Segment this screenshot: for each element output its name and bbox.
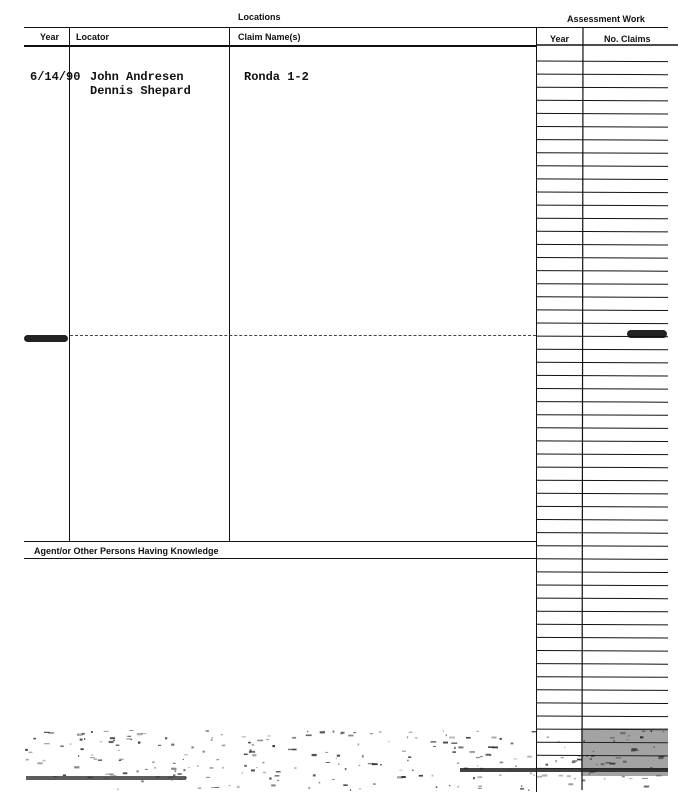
scan-speck	[473, 777, 475, 779]
scan-speck	[336, 758, 337, 760]
scan-speck	[415, 737, 417, 739]
scan-speck	[626, 739, 629, 740]
scan-speck	[372, 763, 378, 765]
scan-speck	[104, 731, 109, 732]
scan-speck	[590, 758, 592, 760]
scan-speck	[500, 762, 504, 764]
scan-speck	[353, 732, 356, 733]
scan-speck	[266, 739, 269, 740]
scan-speck	[533, 774, 534, 776]
scan-speck	[80, 739, 83, 741]
scan-speck	[306, 735, 312, 737]
locations-heading: Locations	[238, 12, 281, 22]
scan-speck	[454, 747, 456, 749]
scan-speck	[171, 744, 174, 746]
scan-speck	[77, 734, 82, 736]
scan-speck	[33, 738, 36, 740]
scan-speck	[116, 745, 120, 746]
scan-speck	[326, 762, 330, 763]
scan-speck	[197, 766, 198, 767]
scan-speck	[572, 760, 577, 761]
record-date: 6/14/90	[30, 70, 81, 84]
scan-speck	[292, 737, 296, 739]
scan-speck	[604, 778, 605, 780]
scan-speck	[379, 731, 382, 732]
scan-speck	[211, 787, 216, 788]
scan-speck	[492, 737, 497, 739]
scan-speck	[136, 770, 139, 772]
scan-speck	[528, 790, 530, 792]
scan-speck	[252, 744, 255, 746]
scan-speck	[109, 741, 114, 743]
aw-year-column-header: Year	[550, 34, 570, 44]
scan-speck	[127, 738, 132, 740]
scan-speck	[154, 767, 156, 768]
scan-speck	[480, 756, 482, 757]
scan-speck	[359, 765, 361, 766]
scan-speck	[446, 735, 447, 737]
scan-speck	[244, 765, 247, 767]
scan-speck	[294, 767, 296, 769]
scan-speck	[188, 767, 190, 768]
scan-speck	[358, 743, 360, 745]
scan-speck	[63, 775, 66, 777]
scan-speck	[654, 746, 655, 748]
scan-speck	[373, 783, 375, 785]
scan-speck	[511, 743, 514, 745]
scan-speck	[60, 745, 64, 747]
scan-speck	[319, 782, 321, 784]
scan-speck	[449, 785, 451, 786]
scan-speck	[478, 788, 482, 789]
scan-speck	[29, 752, 33, 754]
scan-speck	[257, 740, 263, 742]
scan-speck	[567, 775, 571, 777]
scan-speck	[514, 759, 518, 760]
scan-speck	[470, 751, 475, 753]
scan-speck	[229, 785, 231, 786]
scan-speck	[584, 740, 585, 742]
scan-speck	[25, 749, 28, 751]
scan-speck	[215, 787, 219, 788]
scan-speck	[574, 778, 575, 779]
scan-speck	[332, 779, 334, 780]
scan-speck	[350, 789, 351, 791]
scan-speck	[203, 751, 205, 753]
scan-speck	[419, 775, 423, 777]
scan-speck	[337, 755, 340, 757]
scan-speck	[217, 759, 220, 760]
scan-speck	[362, 755, 364, 757]
scan-speck	[145, 769, 147, 770]
scan-speck	[408, 756, 411, 758]
claim-names-column-header: Claim Name(s)	[238, 32, 301, 42]
scan-speck	[275, 775, 280, 777]
scan-speck	[601, 763, 605, 765]
scan-speck	[48, 732, 54, 734]
scan-speck	[515, 766, 517, 767]
scan-speck	[412, 770, 414, 771]
scan-speck	[610, 737, 615, 739]
scan-speck	[530, 773, 532, 775]
scan-speck	[43, 760, 46, 762]
scan-speck	[267, 735, 271, 736]
scan-speck	[113, 775, 116, 776]
aw-no-claims-column-header: No. Claims	[604, 34, 651, 44]
scan-speck	[312, 754, 317, 756]
scan-speck	[338, 764, 340, 765]
scan-speck	[37, 762, 42, 764]
scan-speck	[478, 776, 483, 778]
scan-speck	[183, 769, 185, 771]
scan-speck	[476, 757, 481, 758]
scan-speck	[269, 778, 271, 780]
scan-speck	[488, 746, 494, 748]
scan-speck	[113, 740, 115, 741]
scan-speck	[561, 757, 564, 758]
scan-speck	[248, 742, 251, 744]
scan-speck	[129, 730, 133, 731]
scan-speck	[333, 731, 335, 733]
scan-speck	[78, 755, 79, 757]
scan-speck	[559, 775, 563, 777]
scan-speck	[212, 737, 214, 738]
scan-speck	[276, 771, 281, 772]
scan-speck	[521, 785, 522, 787]
scan-speck	[174, 770, 176, 772]
scan-speck	[593, 751, 595, 752]
scan-speck	[178, 773, 182, 774]
scan-speck	[407, 736, 408, 738]
scan-speck	[596, 764, 597, 765]
scan-speck	[452, 751, 456, 753]
scan-speck	[589, 773, 590, 774]
scan-speck	[343, 784, 347, 786]
scan-speck	[479, 786, 482, 787]
scan-speck	[500, 738, 502, 740]
scan-speck	[141, 733, 146, 734]
scan-speck	[263, 772, 266, 773]
scan-speck	[433, 746, 436, 747]
scan-speck	[119, 760, 121, 761]
scan-speck	[152, 762, 155, 763]
scan-speck	[171, 768, 176, 770]
scan-speck	[307, 731, 308, 732]
scan-speck	[359, 788, 361, 789]
scan-speck	[110, 773, 114, 775]
scan-speck	[532, 731, 537, 732]
scan-speck	[118, 750, 120, 751]
scan-speck	[198, 788, 201, 789]
scan-speck	[629, 778, 632, 779]
scan-speck	[206, 730, 209, 732]
scan-speck	[632, 748, 637, 750]
scan-speck	[183, 759, 184, 760]
agent-heading: Agent/or Other Persons Having Knowledge	[34, 546, 219, 556]
scan-speck	[642, 778, 648, 779]
scan-speck	[628, 735, 631, 736]
scan-speck	[325, 752, 328, 753]
scan-speck	[644, 786, 649, 788]
scan-speck	[320, 731, 325, 733]
scan-speck	[84, 738, 85, 740]
scan-speck	[542, 774, 548, 776]
scan-speck	[388, 741, 389, 742]
scan-speck	[341, 732, 345, 734]
scan-speck	[256, 767, 257, 768]
scan-speck	[620, 732, 625, 734]
scan-speck	[622, 776, 625, 778]
year-column-header: Year	[40, 32, 60, 42]
scan-speck	[70, 743, 72, 745]
scan-speck	[370, 733, 373, 734]
scan-speck	[431, 741, 437, 742]
scan-speck	[443, 731, 444, 732]
scan-speck	[659, 756, 665, 758]
scan-speck	[582, 756, 583, 758]
scan-speck	[546, 764, 549, 766]
scan-speck	[271, 784, 276, 786]
scan-speck	[210, 767, 214, 769]
scan-speck	[568, 783, 573, 785]
scan-streak-right	[460, 768, 668, 772]
scan-speck	[572, 762, 576, 763]
scan-speck	[138, 742, 140, 744]
scan-speck	[613, 740, 615, 742]
scan-speck	[458, 746, 463, 748]
scan-speck	[206, 777, 210, 778]
scan-speck	[489, 755, 491, 756]
scan-speck	[81, 748, 84, 750]
scan-speck	[91, 754, 93, 755]
scan-speck	[345, 768, 347, 770]
scan-speck	[520, 788, 524, 790]
scan-speck	[74, 766, 79, 768]
scan-speck	[110, 737, 115, 739]
scan-speck	[457, 763, 459, 764]
scan-speck	[658, 757, 663, 759]
scan-speck	[578, 756, 581, 757]
scan-speck	[277, 780, 279, 781]
scan-speck	[308, 787, 310, 788]
scan-speck	[141, 780, 144, 782]
scan-speck	[558, 741, 560, 743]
scan-speck	[449, 737, 455, 739]
scan-speck	[591, 755, 595, 757]
scan-speck	[616, 757, 621, 759]
scan-speck	[457, 786, 459, 788]
scan-speck	[242, 736, 246, 737]
scan-speck	[451, 743, 457, 744]
scan-speck	[642, 731, 645, 733]
scan-speck	[272, 745, 275, 747]
scan-speck	[663, 731, 664, 732]
scan-speck	[158, 745, 161, 746]
scan-speck	[380, 764, 382, 765]
scan-speck	[432, 775, 434, 777]
scan-speck	[399, 770, 403, 771]
scan-speck	[117, 788, 118, 790]
scan-speck	[547, 737, 550, 738]
scan-speck	[249, 751, 255, 753]
scan-speck	[191, 746, 193, 748]
scan-speck	[443, 742, 448, 744]
scan-speck	[262, 762, 264, 764]
record-claim-name: Ronda 1-2	[244, 70, 309, 84]
scan-speck	[409, 732, 413, 733]
scan-speck	[184, 754, 188, 755]
scan-speck	[477, 731, 479, 732]
scan-speck	[555, 760, 557, 762]
scan-speck	[251, 770, 255, 772]
scan-speck	[252, 754, 256, 756]
scan-speck	[313, 774, 316, 776]
assessment-work-heading: Assessment Work	[567, 14, 645, 24]
scan-speck	[98, 759, 102, 761]
scan-speck	[221, 734, 222, 735]
scan-speck	[656, 775, 662, 777]
scan-speck	[127, 736, 131, 737]
scan-speck	[211, 739, 213, 740]
scan-speck	[564, 747, 565, 748]
scan-speck	[640, 736, 643, 738]
scan-speck	[401, 776, 406, 778]
scan-speck	[94, 759, 97, 760]
scan-speck	[242, 772, 243, 774]
scan-speck	[436, 786, 437, 788]
scan-speck	[90, 757, 95, 758]
scan-speck	[44, 743, 50, 744]
scan-speck	[237, 786, 240, 788]
scan-speck	[499, 775, 501, 776]
scan-speck	[348, 735, 353, 737]
scan-speck	[466, 737, 471, 739]
scan-speck	[244, 754, 248, 755]
scan-speck	[605, 762, 610, 763]
scan-speck	[123, 772, 128, 774]
scan-speck	[577, 759, 582, 761]
scan-speck	[292, 749, 296, 751]
scan-streak-left	[26, 776, 186, 780]
scan-speck	[587, 756, 588, 757]
scan-speck	[582, 779, 585, 781]
scan-speck	[222, 745, 226, 747]
scan-speck	[173, 763, 176, 764]
record-locator-2: Dennis Shepard	[90, 84, 191, 98]
scan-speck	[631, 750, 636, 752]
scan-speck	[537, 776, 542, 778]
scan-speck	[165, 737, 167, 739]
locator-column-header: Locator	[76, 32, 110, 42]
scan-speck	[222, 767, 223, 769]
scan-speck	[477, 765, 478, 766]
scan-speck	[623, 761, 627, 763]
scan-speck	[527, 756, 532, 758]
scan-speck	[402, 751, 406, 752]
scan-speck	[26, 759, 29, 761]
scan-speck	[651, 730, 653, 732]
scan-speck	[407, 760, 409, 762]
record-locator-1: John Andresen	[90, 70, 184, 84]
scan-speck	[91, 731, 93, 733]
scan-speck	[100, 741, 103, 742]
